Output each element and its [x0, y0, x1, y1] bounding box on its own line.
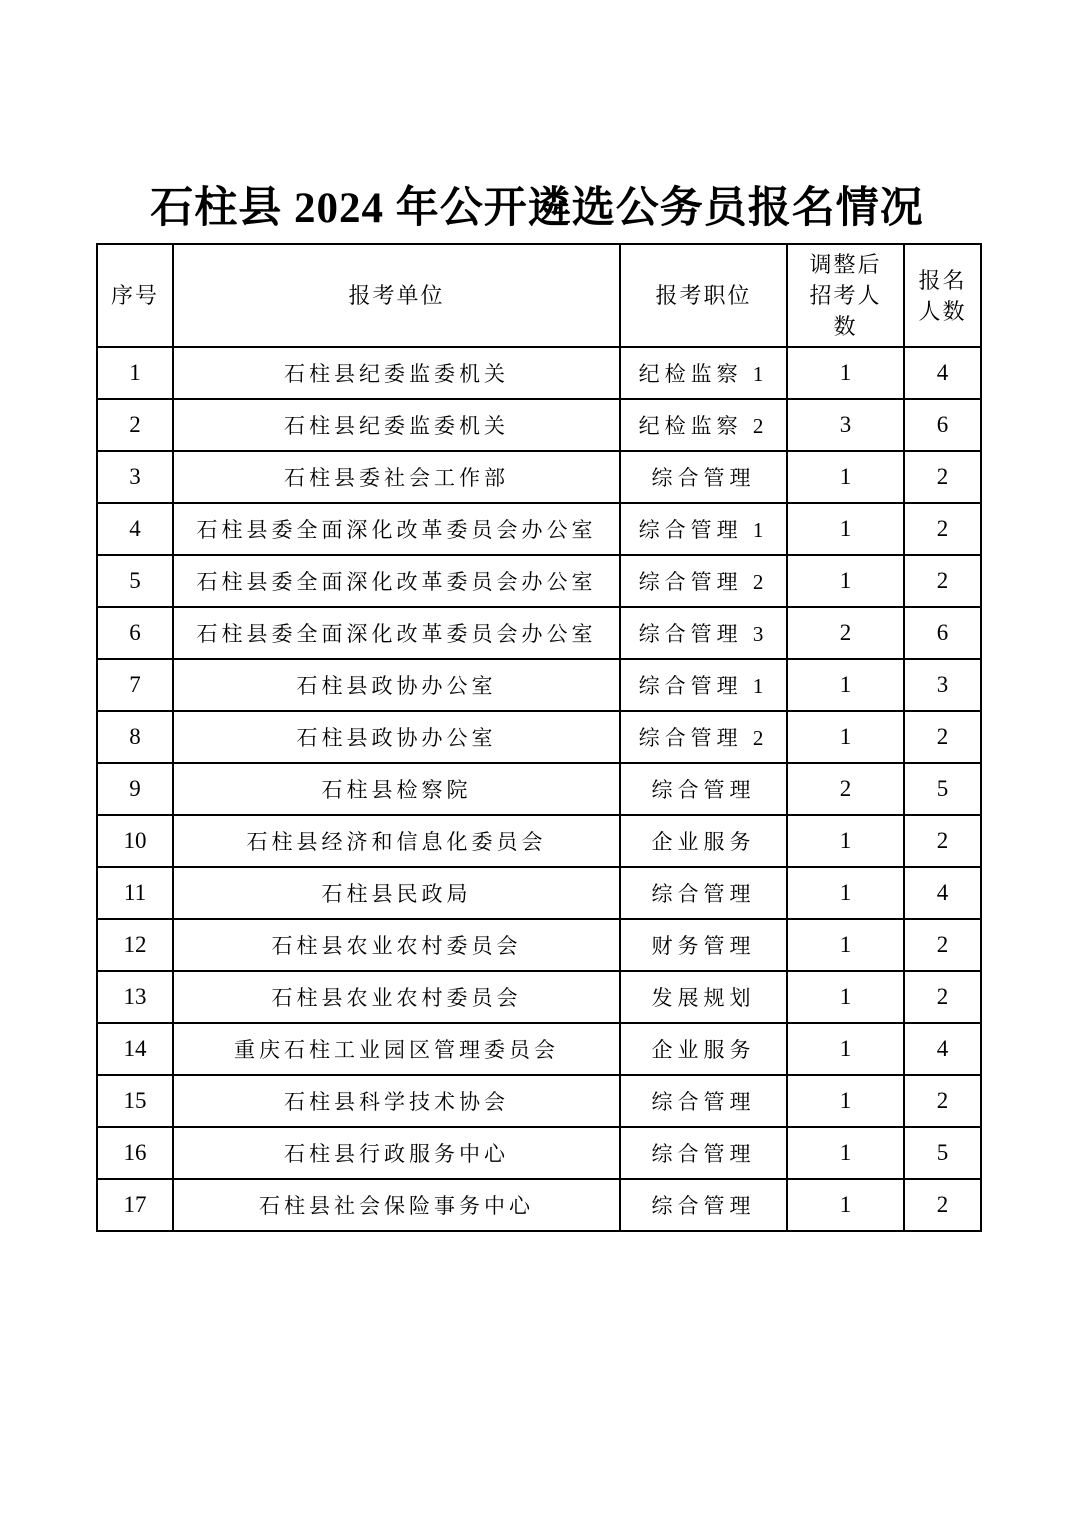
table-row — [97, 1127, 981, 1179]
cell-index: 1 — [97, 347, 173, 399]
table-row — [97, 399, 981, 451]
table-row — [97, 763, 981, 815]
col-header-position-label: 报考职位 — [655, 283, 752, 308]
cell-index: 12 — [97, 919, 173, 971]
cell-adjusted-count: 1 — [787, 1075, 904, 1127]
cell-position: 财务管理 — [620, 919, 787, 971]
table-row — [97, 555, 981, 607]
cell-unit: 石柱县政协办公室 — [173, 711, 620, 763]
cell-position: 综合管理 1 — [620, 659, 787, 711]
cell-index: 17 — [97, 1179, 173, 1231]
cell-index: 15 — [97, 1075, 173, 1127]
cell-index: 3 — [97, 451, 173, 503]
col-header-applicant-count-label: 报名人数 — [918, 267, 967, 324]
cell-unit: 石柱县委全面深化改革委员会办公室 — [173, 555, 620, 607]
cell-applicant-count: 2 — [904, 451, 981, 503]
table-row — [97, 1179, 981, 1231]
table-row — [97, 607, 981, 659]
cell-position: 综合管理 — [620, 763, 787, 815]
table-row — [97, 867, 981, 919]
cell-index: 13 — [97, 971, 173, 1023]
cell-applicant-count: 2 — [904, 919, 981, 971]
cell-unit: 石柱县纪委监委机关 — [173, 399, 620, 451]
cell-unit: 石柱县委全面深化改革委员会办公室 — [173, 607, 620, 659]
cell-unit: 石柱县经济和信息化委员会 — [173, 815, 620, 867]
cell-applicant-count: 2 — [904, 1075, 981, 1127]
cell-adjusted-count: 1 — [787, 971, 904, 1023]
table-row — [97, 503, 981, 555]
table-row — [97, 1023, 981, 1075]
cell-index: 16 — [97, 1127, 173, 1179]
col-header-index-label: 序号 — [110, 283, 159, 308]
cell-unit: 石柱县社会保险事务中心 — [173, 1179, 620, 1231]
table-row — [97, 659, 981, 711]
table-row — [97, 919, 981, 971]
cell-unit: 重庆石柱工业园区管理委员会 — [173, 1023, 620, 1075]
cell-applicant-count: 4 — [904, 867, 981, 919]
table-row — [97, 451, 981, 503]
col-header-index — [97, 244, 173, 347]
cell-unit: 石柱县委全面深化改革委员会办公室 — [173, 503, 620, 555]
cell-position: 发展规划 — [620, 971, 787, 1023]
cell-position: 综合管理 2 — [620, 711, 787, 763]
cell-adjusted-count: 1 — [787, 1179, 904, 1231]
cell-position: 综合管理 — [620, 1127, 787, 1179]
cell-unit: 石柱县行政服务中心 — [173, 1127, 620, 1179]
cell-applicant-count: 4 — [904, 347, 981, 399]
cell-unit: 石柱县纪委监委机关 — [173, 347, 620, 399]
cell-adjusted-count: 1 — [787, 815, 904, 867]
cell-index: 5 — [97, 555, 173, 607]
cell-position: 综合管理 — [620, 1179, 787, 1231]
cell-adjusted-count: 1 — [787, 347, 904, 399]
header-row — [97, 244, 981, 347]
cell-position: 综合管理 — [620, 451, 787, 503]
cell-unit: 石柱县委社会工作部 — [173, 451, 620, 503]
cell-position: 企业服务 — [620, 815, 787, 867]
cell-applicant-count: 6 — [904, 399, 981, 451]
cell-index: 11 — [97, 867, 173, 919]
col-header-unit — [173, 244, 620, 347]
cell-index: 2 — [97, 399, 173, 451]
cell-position: 企业服务 — [620, 1023, 787, 1075]
cell-position: 纪检监察 1 — [620, 347, 787, 399]
registration-table — [96, 243, 982, 1232]
cell-index: 9 — [97, 763, 173, 815]
cell-adjusted-count: 1 — [787, 1127, 904, 1179]
table-row — [97, 815, 981, 867]
cell-applicant-count: 2 — [904, 815, 981, 867]
cell-position: 综合管理 — [620, 867, 787, 919]
table-row — [97, 971, 981, 1023]
cell-adjusted-count: 2 — [787, 607, 904, 659]
page-title: 石柱县 2024 年公开遴选公务员报名情况 — [150, 185, 924, 232]
cell-applicant-count: 6 — [904, 607, 981, 659]
cell-applicant-count: 5 — [904, 1127, 981, 1179]
col-header-applicant-count — [904, 244, 981, 347]
table-row — [97, 711, 981, 763]
cell-index: 10 — [97, 815, 173, 867]
cell-position: 综合管理 — [620, 1075, 787, 1127]
col-header-adjusted-count — [787, 244, 904, 347]
cell-applicant-count: 2 — [904, 971, 981, 1023]
cell-index: 6 — [97, 607, 173, 659]
cell-applicant-count: 2 — [904, 711, 981, 763]
cell-position: 综合管理 1 — [620, 503, 787, 555]
cell-adjusted-count: 3 — [787, 399, 904, 451]
cell-applicant-count: 2 — [904, 1179, 981, 1231]
cell-index: 8 — [97, 711, 173, 763]
col-header-adjusted-count-label: 调整后招考人数 — [809, 252, 882, 339]
cell-unit: 石柱县农业农村委员会 — [173, 919, 620, 971]
cell-adjusted-count: 1 — [787, 555, 904, 607]
cell-adjusted-count: 1 — [787, 919, 904, 971]
cell-unit: 石柱县农业农村委员会 — [173, 971, 620, 1023]
cell-unit: 石柱县检察院 — [173, 763, 620, 815]
cell-adjusted-count: 1 — [787, 659, 904, 711]
cell-position: 纪检监察 2 — [620, 399, 787, 451]
cell-adjusted-count: 1 — [787, 503, 904, 555]
cell-applicant-count: 5 — [904, 763, 981, 815]
table-row — [97, 1075, 981, 1127]
cell-position: 综合管理 2 — [620, 555, 787, 607]
cell-adjusted-count: 1 — [787, 711, 904, 763]
table-row — [97, 347, 981, 399]
cell-adjusted-count: 1 — [787, 1023, 904, 1075]
cell-applicant-count: 2 — [904, 555, 981, 607]
cell-applicant-count: 2 — [904, 503, 981, 555]
col-header-position — [620, 244, 787, 347]
cell-adjusted-count: 1 — [787, 451, 904, 503]
cell-position: 综合管理 3 — [620, 607, 787, 659]
cell-adjusted-count: 1 — [787, 867, 904, 919]
cell-unit: 石柱县民政局 — [173, 867, 620, 919]
cell-adjusted-count: 2 — [787, 763, 904, 815]
col-header-unit-label: 报考单位 — [348, 283, 445, 308]
cell-index: 7 — [97, 659, 173, 711]
cell-index: 14 — [97, 1023, 173, 1075]
cell-unit: 石柱县科学技术协会 — [173, 1075, 620, 1127]
cell-applicant-count: 3 — [904, 659, 981, 711]
cell-index: 4 — [97, 503, 173, 555]
cell-unit: 石柱县政协办公室 — [173, 659, 620, 711]
cell-applicant-count: 4 — [904, 1023, 981, 1075]
